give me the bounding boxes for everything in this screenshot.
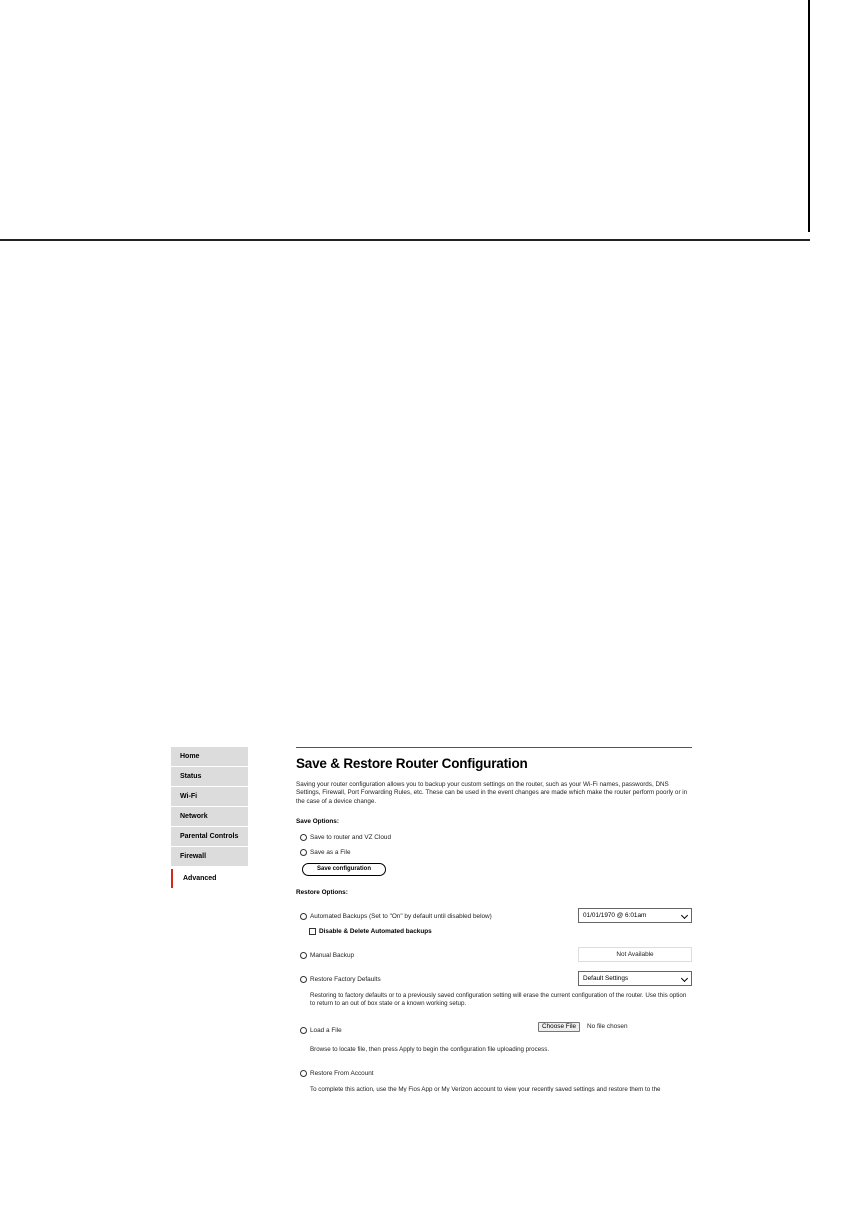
sidebar-item-firewall[interactable]: Firewall xyxy=(171,847,248,866)
sidebar-item-status[interactable]: Status xyxy=(171,767,248,786)
sidebar-item-advanced[interactable]: Advanced xyxy=(171,869,248,888)
page-title: Save & Restore Router Configuration xyxy=(296,756,528,771)
choose-file-button[interactable]: Choose File xyxy=(538,1022,580,1032)
chevron-down-icon xyxy=(681,912,688,919)
page-horizontal-rule xyxy=(0,239,810,241)
sidebar-item-network[interactable]: Network xyxy=(171,807,248,826)
disable-automated-backups-checkbox[interactable] xyxy=(309,928,316,935)
automated-backup-select[interactable] xyxy=(578,908,692,923)
load-file-description: Browse to locate file, then press Apply to begin the configuration file uploading process. xyxy=(310,1046,550,1053)
automated-backups-option[interactable] xyxy=(300,911,492,921)
manual-backup-status: Not Available xyxy=(578,947,692,962)
factory-defaults-select-value: Default Settings xyxy=(583,975,629,982)
manual-backup-radio[interactable] xyxy=(300,952,307,959)
automated-backups-label: Automated Backups (Set to "On" by default until disabled below) xyxy=(310,912,492,920)
manual-backup-label: Manual Backup xyxy=(310,951,355,959)
save-configuration-button[interactable]: Save configuration xyxy=(302,863,386,876)
disable-automated-backups-option[interactable] xyxy=(309,926,432,936)
restore-account-description: To complete this action, use the My Fios App or My Verizon account to view your recently saved settings and restore them to the xyxy=(310,1086,661,1092)
disable-automated-backups-label: Disable & Delete Automated backups xyxy=(319,927,432,935)
save-as-file-radio[interactable] xyxy=(300,849,307,856)
manual-backup-option[interactable] xyxy=(300,950,354,960)
restore-options-label: Restore Options: xyxy=(296,889,348,896)
load-file-option[interactable] xyxy=(300,1025,342,1035)
save-router-cloud-radio[interactable] xyxy=(300,834,307,841)
chevron-down-icon xyxy=(681,975,688,982)
factory-defaults-label: Restore Factory Defaults xyxy=(310,975,381,983)
restore-account-label: Restore From Account xyxy=(310,1069,374,1077)
automated-backup-select-value: 01/01/1970 @ 6:01am xyxy=(583,912,647,919)
automated-backups-radio[interactable] xyxy=(300,913,307,920)
restore-account-option[interactable] xyxy=(300,1068,374,1078)
save-router-cloud-label: Save to router and VZ Cloud xyxy=(310,833,391,841)
file-status-text: No file chosen xyxy=(587,1023,628,1030)
save-options-label: Save Options: xyxy=(296,818,339,825)
sidebar-nav xyxy=(171,747,248,889)
sidebar-item-home[interactable]: Home xyxy=(171,747,248,766)
factory-defaults-select[interactable] xyxy=(578,971,692,986)
factory-defaults-description: Restoring to factory defaults or to a previously saved configuration setting will erase the current configuration of the router. Use this option to return to an out of box state or a known working setup. xyxy=(310,992,687,1008)
restore-account-radio[interactable] xyxy=(300,1070,307,1077)
save-router-cloud-option[interactable] xyxy=(300,832,391,842)
factory-defaults-option[interactable] xyxy=(300,974,381,984)
load-file-radio[interactable] xyxy=(300,1027,307,1034)
main-panel xyxy=(296,747,692,1092)
save-as-file-label: Save as a File xyxy=(310,848,351,856)
title-divider xyxy=(296,747,692,748)
intro-text: Saving your router configuration allows you to backup your custom settings on the router, such as your Wi-Fi names, passwords, DNS Settings, Firewall, Port Forwarding Rules, etc. These can be used in the event changes are made which make the router perform poorly or in the case of a device change. xyxy=(296,781,688,805)
sidebar-item-parental-controls[interactable]: Parental Controls xyxy=(171,827,248,846)
page-vertical-rule xyxy=(808,0,810,232)
save-as-file-option[interactable] xyxy=(300,847,351,857)
sidebar-item-wifi[interactable]: Wi-Fi xyxy=(171,787,248,806)
load-file-label: Load a File xyxy=(310,1026,342,1034)
factory-defaults-radio[interactable] xyxy=(300,976,307,983)
